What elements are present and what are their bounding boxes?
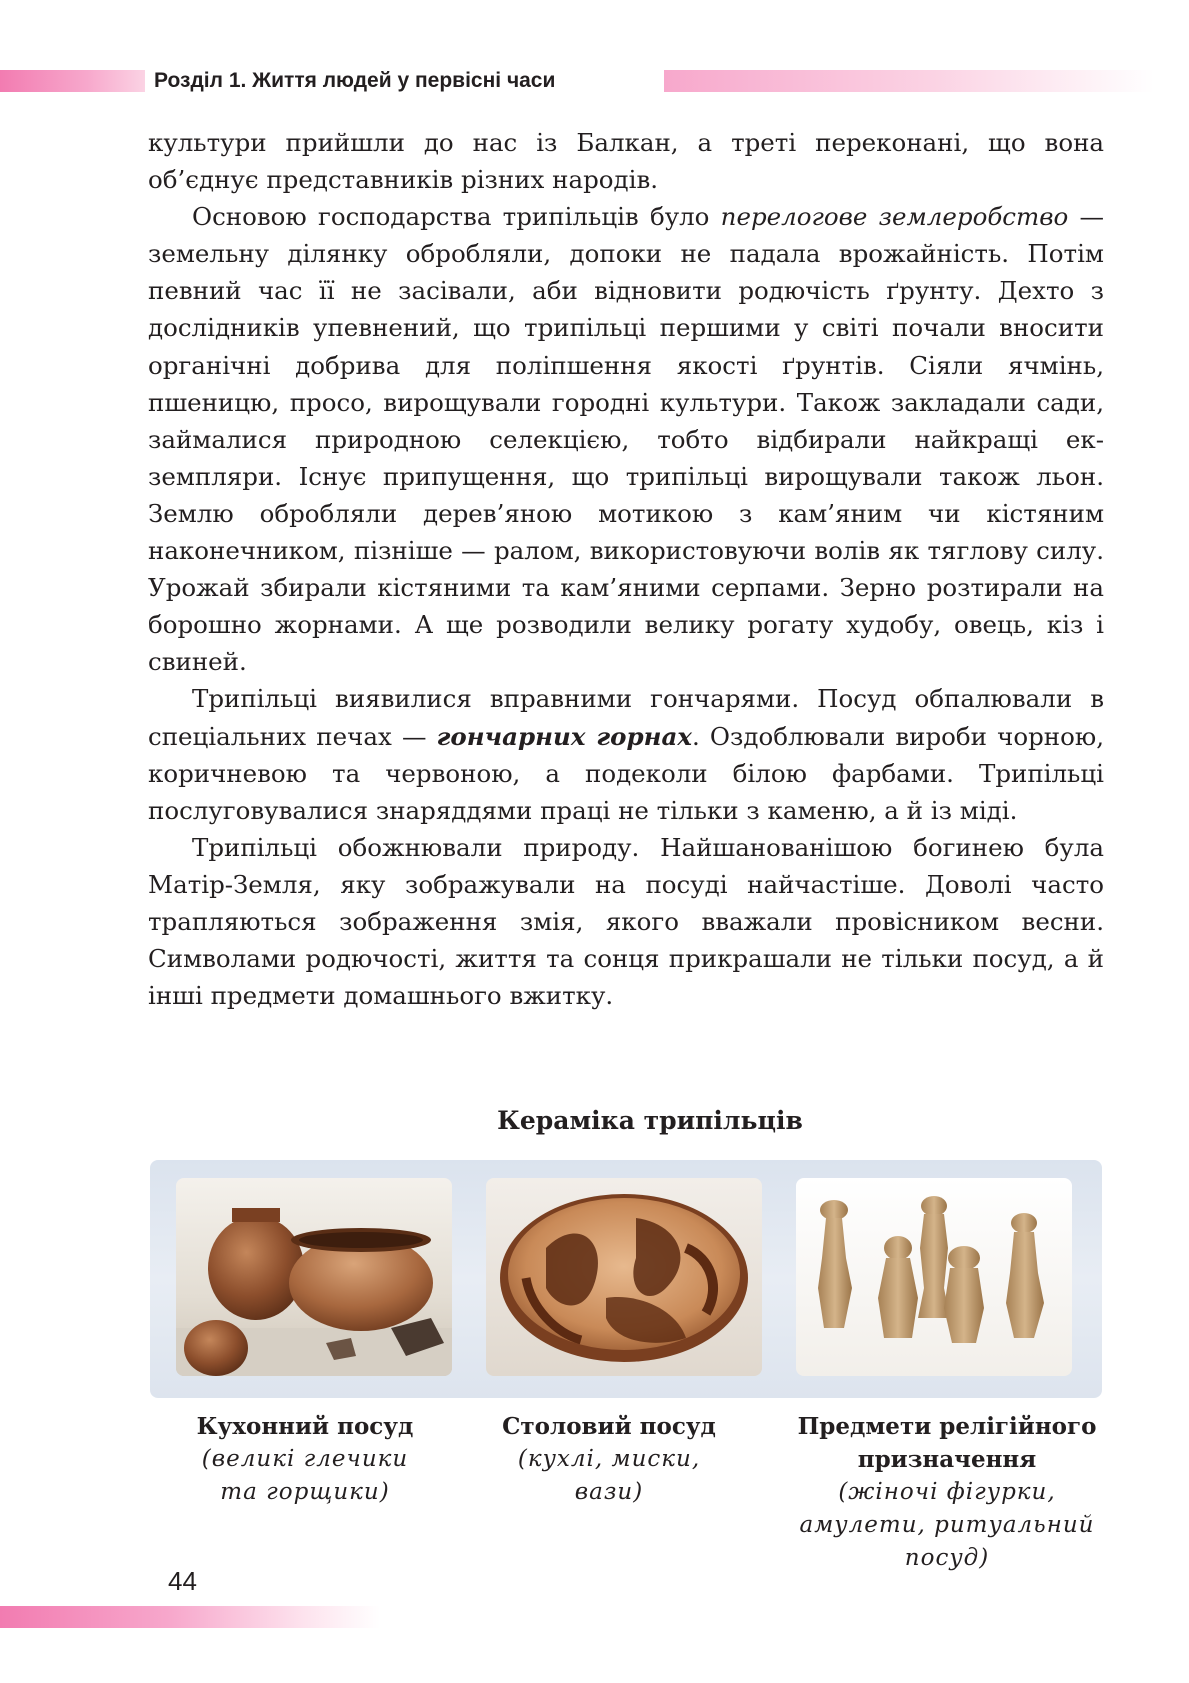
body-text <box>148 124 1104 1014</box>
ceramics-image-panel <box>150 1160 1102 1398</box>
figure-title: Кераміка трипільців <box>497 1106 803 1135</box>
paragraph-3: Трипільці виявилися вправними гончарями. Посуд обпалювали в спеціальних печах — гончарних горнах. Оздоблювали вироби чорною, коричневою та червоною, а подеколи білою фарбами. Трипільці послуговувалися знаряддями праці не тільки з каменю, а й із міді. <box>148 684 1104 825</box>
caption-religious-items: Предмети релігійного призначення (жіночі фігурки, амулети, ритуальний посуд) <box>797 1413 1097 1571</box>
chapter-header <box>0 66 1189 96</box>
paragraph-4: Трипільці обожнювали природу. Найшанованішою богинею була Матір-Земля, яку зображували на посуді найчастіше. Доволі часто трапляються зображення змія, якого вважали провісником весни. Символами родючості, життя та сонця прикрашали не тільки посуд, а й інші предмети домашнього вжитку. <box>148 832 1104 1011</box>
paragraph-1: культури прийшли до нас із Балкан, а треті переконані, що вона об’єднує представників різних народів. <box>148 128 1104 195</box>
religious-figurines-image <box>796 1178 1072 1376</box>
tableware-bowl-image <box>486 1178 762 1376</box>
header-stripe-left <box>0 70 145 92</box>
header-stripe-right <box>664 70 1154 92</box>
caption-tableware: Столовий посуд (кухлі, миски, вази) <box>502 1413 716 1505</box>
page-number: 44 <box>168 1566 197 1596</box>
footer-stripe <box>0 1606 380 1628</box>
term-fallow-farming: перелогове землеробство <box>720 202 1069 232</box>
term-pottery-kilns: гончарних горнах <box>436 721 692 751</box>
paragraph-2: Основою господарства трипільців було перелогове землеробство — земельну ділянку обробляли, допоки не падала врожайність. Потім певний час її не засівали, аби відновити родючість ґрунту. Дехто з дослідників упевнений, що трипільці першими у світі почали вносити органічні добрива для поліпшення якості ґрунтів. Сіяли ячмінь, пшеницю, просо, вирощували городні культури. Також закладали сади, займалися природною селекцією, тобто відбирали найкращі екземпляри. Існує припущення, що трипільці вирощували також льон. Землю обробляли дерев’яною мотикою з кам’яним чи кістяним наконечником, пізніше — ралом, використовуючи волів як тяглову силу. Урожай збирали кістяними та кам’яними серпами. Зерно розтирали на борошно жорнами. А ще розводили велику рогату худобу, овець, кіз і свиней. <box>148 202 1104 677</box>
caption-kitchen-pottery: Кухонний посуд (великі глечики та горщики) <box>196 1413 414 1505</box>
kitchen-pottery-image <box>176 1178 452 1376</box>
chapter-title: Розділ 1. Життя людей у первісні часи <box>148 66 561 96</box>
